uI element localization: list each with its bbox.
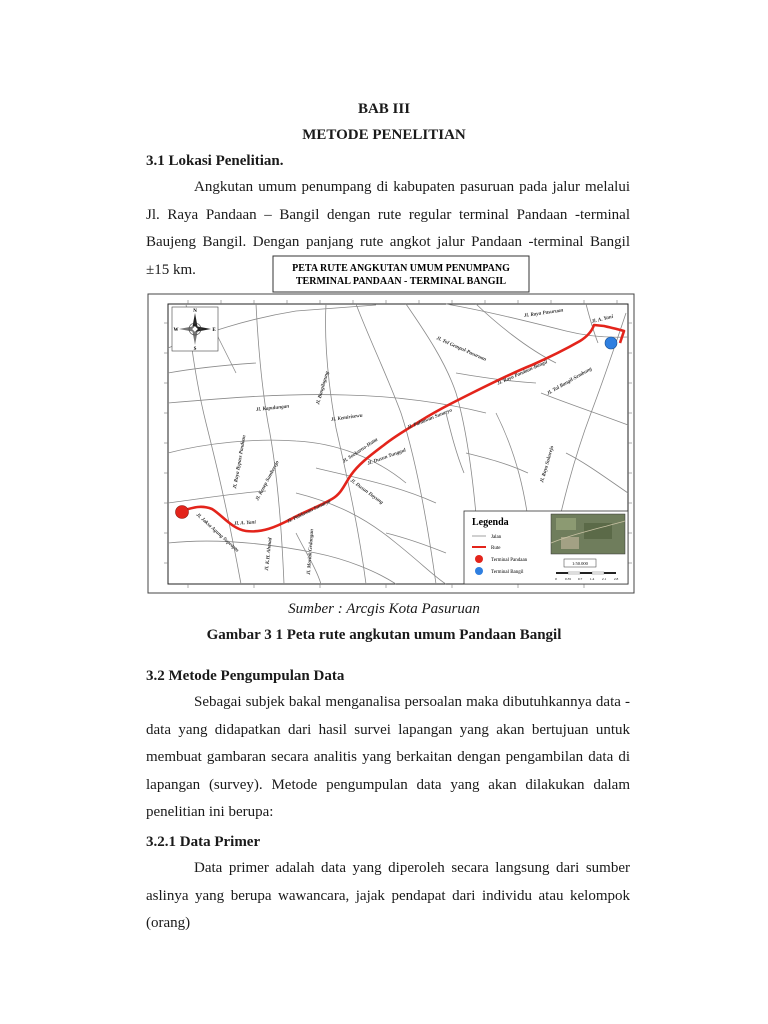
scale-tick-1: 0.35 <box>564 577 572 581</box>
legend-terminal-bangil-swatch <box>475 567 483 575</box>
map-legend <box>464 511 628 584</box>
label-kapulungan: Jl. Kapulungan <box>255 403 290 413</box>
compass-w-label: W <box>173 328 179 333</box>
section-heading-3-2: 3.2 Metode Pengumpulan Data <box>146 668 345 684</box>
map-title-line1: PETA RUTE ANGKUTAN UMUM PENUMPANG <box>292 263 510 274</box>
scale-ratio: 1:50.000 <box>572 561 588 566</box>
label-raya-bypass: Jl. Raya Bypass Pandaan <box>232 434 248 490</box>
label-dusun-dayung: Jl. Dusun Dayung <box>348 477 385 506</box>
label-pahlawan-sunaryo-1: Jl. Pahlawan Sunaryo <box>406 407 453 431</box>
legend-title: Legenda <box>472 517 509 528</box>
figure-source: Sumber : Arcgis Kota Pasuruan <box>288 601 480 617</box>
chapter-number: BAB III <box>357 101 411 117</box>
scale-tick-5: 2.8 <box>613 577 619 581</box>
legend-jalan-label: Jalan <box>491 535 502 540</box>
legend-terminal-bangil-label: Terminal Bangil <box>491 570 524 575</box>
compass-e-label: E <box>212 328 216 333</box>
label-moriak: Jl. Moriak Gedangan <box>306 528 316 576</box>
label-raya-sukorejo: Jl. Raya Sukorejo <box>539 445 556 484</box>
label-soekarno-hatta: Jl. Soekarno-Hatta <box>341 436 380 465</box>
label-jaksa-agung: Jl. Jaksa Agung Suprapto <box>194 512 240 554</box>
figure-caption: Gambar 3 1 Peta rute angkutan umum Pandaan Bangil <box>206 627 562 643</box>
legend-terminal-pandaan-label: Terminal Pandaan <box>491 558 528 563</box>
compass-n-label: N <box>193 309 197 314</box>
legend-terminal-pandaan-swatch <box>475 555 483 563</box>
label-tol-gempol: Jl. Tol Gempol-Pasuruan <box>435 335 488 363</box>
label-dusun-tunggul: Jl. Dusun Tunggul <box>366 447 407 467</box>
scale-tick-0: 0 <box>555 577 557 581</box>
label-kemirisewu: Jl. Kemirisewu <box>330 412 363 423</box>
terminal-bangil-marker <box>605 337 617 349</box>
legend-rute-label: Rute <box>491 546 501 551</box>
terminal-pandaan-marker <box>176 506 189 519</box>
label-kenep-sumberejo: Jl. Kenep Sumberejo <box>254 459 281 502</box>
compass-s-label: S <box>193 347 197 352</box>
north-arrow-compass <box>172 307 218 352</box>
map-title-line2: TERMINAL PANDAAN - TERMINAL BANGIL <box>295 276 507 287</box>
paragraph-3-1: Angkutan umum penumpang di kabupaten pasuruan pada jalur melalui Jl. Raya Pandaan – Bangil dengan rute regular terminal Pandaan -terminal Baujeng Bangil. Dengan panjang rute angkot jalur Pandaan -terminal Bangil ±15 km. <box>146 179 630 278</box>
label-tol-bangil: Jl. Tol Bangil-Sembung <box>546 366 594 397</box>
section-heading-3-2-1: 3.2.1 Data Primer <box>146 834 261 850</box>
label-pahlawan-sunaryo-2: Jl. Pahlawan Sunaryo <box>286 498 332 525</box>
label-raya-pasuruan: Jl. Raya Pasuruan <box>523 307 564 319</box>
label-a-yani-east: Jl. A. Yani <box>591 313 614 325</box>
route-map <box>146 253 636 595</box>
scale-tick-4: 2.1 <box>601 577 607 581</box>
section-heading-3-1: 3.1 Lokasi Penelitian. <box>146 153 284 169</box>
label-raya-pandaan-bangil: Jl. Raya Pandaan-Bangil <box>496 359 549 387</box>
label-kh-ahmad: Jl. K.H. Ahmad <box>264 537 274 572</box>
chapter-title: METODE PENELITIAN <box>302 127 466 143</box>
label-bangilagung: Jl. Bangilagung <box>315 370 331 406</box>
paragraph-3-2: Sebagai subjek bakal menganalisa persoalan maka dibutuhkannya data - data yang didapatkan dari hasil survei lapangan yang akan bertujuan untuk membuat gambaran secara analitis yang berkaitan dengan pengambilan data di lapangan (survey). Metode pengumpulan data yang akan dilakukan dalam penelitian ini berupa: <box>146 694 630 820</box>
label-a-yani-west: Jl. A. Yani <box>233 519 257 527</box>
scale-tick-2: 0.7 <box>577 577 583 581</box>
paragraph-3-2-1: Data primer adalah data yang diperoleh secara langsung dari sumber aslinya yang berupa wawancara, jajak pendapat dari individu atau kelompok (orang) <box>146 860 630 931</box>
scale-tick-3: 1.4 <box>589 577 595 581</box>
